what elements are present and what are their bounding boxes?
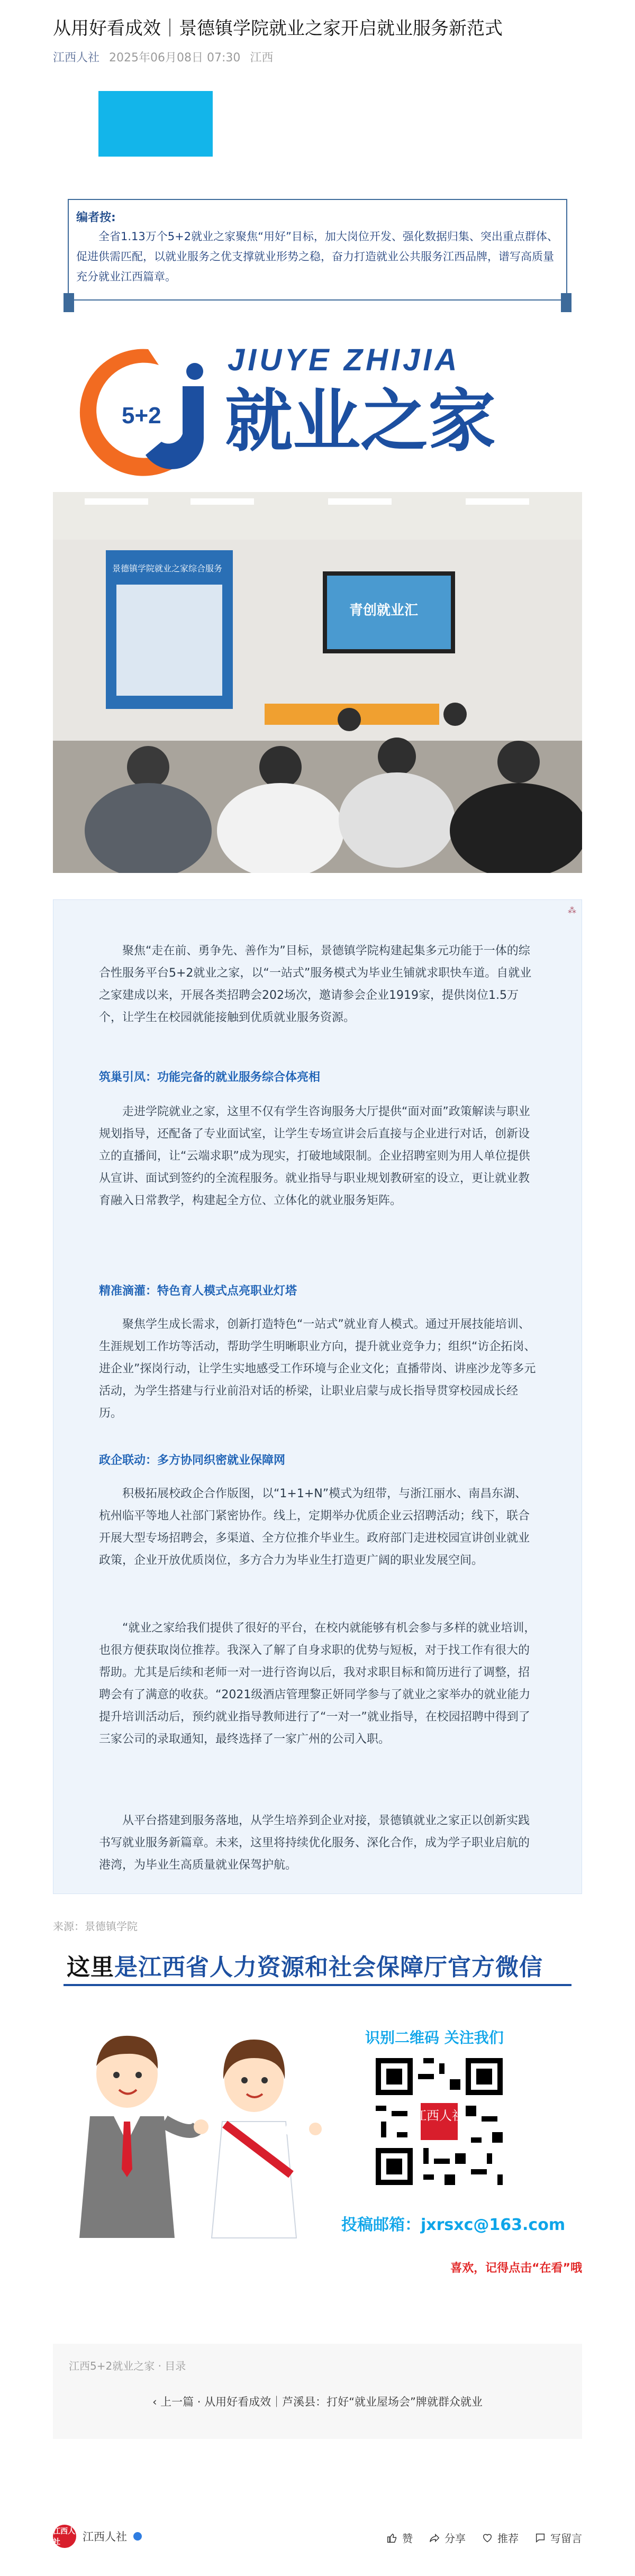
body-paragraph-6: 从平台搭建到服务落地，从学生培养到企业对接，景德镇就业之家正以创新实践书写就业服务新篇章。未来，这里将持续优化服务、深化合作，成为学子职业启航的港湾，为毕业生高质量就业保驾护航。 bbox=[99, 1814, 530, 1872]
album-title[interactable]: 江西5+2就业之家 · 目录 bbox=[69, 2360, 186, 2372]
comment-icon bbox=[534, 2532, 546, 2544]
editor-note-box bbox=[68, 199, 567, 301]
account-avatar[interactable]: 江西人社 bbox=[53, 2525, 76, 2548]
heart-icon bbox=[482, 2532, 493, 2544]
official-account-banner bbox=[53, 1936, 582, 2317]
jiuye-zhijia-logo bbox=[53, 323, 582, 487]
section-heading-3: 政企联动：多方协同织密就业保障网 bbox=[99, 1454, 286, 1467]
banner-title-highlight: 是江西省人力资源和社会保障厅官方微信 bbox=[114, 1954, 543, 1981]
author-link[interactable]: 江西人社 bbox=[53, 51, 100, 65]
editor-note-label: 编者按: bbox=[76, 211, 116, 224]
body-paragraph-4: 积极拓展校政企合作版图，以“1+1+N”模式为纽带，与浙江丽水、南昌东湖、杭州临平等地人社部门紧密协作。线上，定期举办优质企业云招聘活动；线下，联合开展大型专场招聘会，多渠道、全方位推介毕业生。政府部门走进校园宣讲创业就业政策，企业开放优质岗位，多方合力为毕业生打造更广阔的职业发展空间。 bbox=[99, 1487, 530, 1567]
like-label: 赞 bbox=[402, 2532, 413, 2545]
page-title: 从用好看成效｜景德镇学院就业之家开启就业服务新范式 bbox=[53, 18, 503, 39]
account-info[interactable] bbox=[53, 2525, 142, 2548]
album-navigation bbox=[53, 2344, 582, 2439]
share-button[interactable] bbox=[429, 2530, 466, 2545]
body-paragraph-2: 走进学院就业之家，这里不仅有学生咨询服务大厅提供“面对面”政策解读与职业规划指导，还配备了专业面试室，让学生专场宣讲会后直接与企业进行对话，创新设立的直播间，让“云端求职”成为现实，打破地域限制。企业招聘室则为用人单位提供从宣讲、面试到签约的全流程服务。就业指导与职业规划教研室的设立，更让就业教育融入日常教学，构建起全方位、立体化的就业服务矩阵。 bbox=[99, 1105, 530, 1207]
logo-name: 就业之家 bbox=[225, 382, 496, 461]
like-reminder: 喜欢，记得点击“在看”哦 bbox=[450, 2262, 582, 2275]
photo-wall-sign: 景德镇学院就业之家综合服务 bbox=[112, 563, 223, 574]
decorative-blue-block bbox=[98, 91, 213, 157]
verified-badge-icon bbox=[133, 2532, 142, 2541]
cartoon-staff-illustration bbox=[69, 2016, 323, 2270]
logo-badge-text: 5+2 bbox=[122, 403, 161, 429]
qr-stamp: 江西人社 bbox=[414, 2108, 465, 2123]
section-heading-1: 筑巢引凤：功能完备的就业服务综合体亮相 bbox=[99, 1071, 321, 1084]
thumb-up-icon bbox=[386, 2532, 398, 2544]
qr-caption: 识别二维码 关注我们 bbox=[365, 2029, 504, 2046]
article-actions bbox=[386, 2530, 582, 2545]
qr-code[interactable] bbox=[370, 2053, 508, 2190]
decor-corner-right bbox=[561, 293, 572, 312]
section-heading-2: 精准滴灌：特色育人模式点亮职业灯塔 bbox=[99, 1285, 297, 1298]
account-name[interactable]: 江西人社 bbox=[83, 2531, 127, 2543]
share-icon bbox=[429, 2532, 440, 2544]
body-paragraph-1: 聚焦“走在前、勇争先、善作为”目标，景德镇学院构建起集多元功能于一体的综合性服务平台5+2就业之家，以“一站式”服务模式为毕业生铺就求职快车道。自就业之家建成以来，开展各类招聘会202场次，邀请参会企业1919家，提供岗位1.5万个，让学生在校园就能接触到优质就业服务资源。 bbox=[99, 944, 532, 1024]
comment-label: 写留言 bbox=[550, 2532, 582, 2545]
photo-screen-text: 青创就业汇 bbox=[349, 603, 419, 618]
like-button[interactable] bbox=[386, 2530, 413, 2545]
share-label: 分享 bbox=[444, 2532, 466, 2545]
comment-button[interactable] bbox=[534, 2530, 582, 2545]
service-hall-photo bbox=[53, 492, 582, 873]
body-paragraph-5: “就业之家给我们提供了很好的平台，在校内就能够有机会参与多样的就业培训，也很方便获取岗位推荐。我深入了解了自身求职的优势与短板，对于找工作有很大的帮助。尤其是后续和老师一对一进行咨询以后，我对求职目标和简历进行了调整，招聘会有了满意的收获。“2021级酒店管理黎正妍同学参与了就业之家举办的就业能力提升培训活动后，预约就业指导教师进行了“一对一”就业指导，在校园招聘中得到了三家公司的录取通知，最终选择了一家广州的公司入职。 bbox=[99, 1622, 536, 1746]
publish-region: 江西 bbox=[250, 51, 274, 65]
recommend-button[interactable] bbox=[482, 2530, 519, 2545]
article-meta bbox=[53, 49, 273, 65]
body-paragraph-3: 聚焦学生成长需求，创新打造特色“一站式”就业育人模式。通过开展技能培训、生涯规划工作坊等活动，帮助学生明晰职业方向，提升就业竞争力；组织“访企拓岗、进企业”探岗行动，让学生实地感受工作环境与企业文化；直播带岗、讲座沙龙等多元活动，为学生搭建与行业前沿对话的桥梁，让职业启蒙与成长指导贯穿校园成长经历。 bbox=[99, 1318, 536, 1420]
banner-title bbox=[67, 1948, 543, 1982]
publish-date: 2025年06月08日 07:30 bbox=[109, 51, 241, 65]
recommend-label: 推荐 bbox=[497, 2532, 519, 2545]
editor-note-text: 全省1.13万个5+2就业之家聚焦“用好”目标，加大岗位开发、强化数据归集、突出重点群体、促进供需匹配，以就业服务之优支撑就业形势之稳，奋力打造就业公共服务江西品牌，谱写高质量充分就业江西篇章。 bbox=[76, 230, 558, 283]
article-body-card bbox=[53, 899, 582, 1894]
banner-divider bbox=[64, 1984, 572, 1986]
decor-corner-left bbox=[64, 293, 74, 312]
banner-title-prefix: 这里 bbox=[67, 1954, 114, 1981]
decorative-dots-icon: ⁂ bbox=[568, 905, 576, 915]
article-source: 来源：景德镇学院 bbox=[53, 1920, 138, 1933]
contribution-email: 投稿邮箱：jxrsxc@163.com bbox=[341, 2216, 566, 2234]
logo-pinyin: JIUYE ZHIJIA bbox=[228, 343, 460, 377]
previous-article-link[interactable]: ‹ 上一篇 · 从用好看成效｜芦溪县：打好“就业屋场会”牌就群众就业 bbox=[152, 2396, 483, 2408]
bottom-action-bar bbox=[0, 2502, 635, 2576]
